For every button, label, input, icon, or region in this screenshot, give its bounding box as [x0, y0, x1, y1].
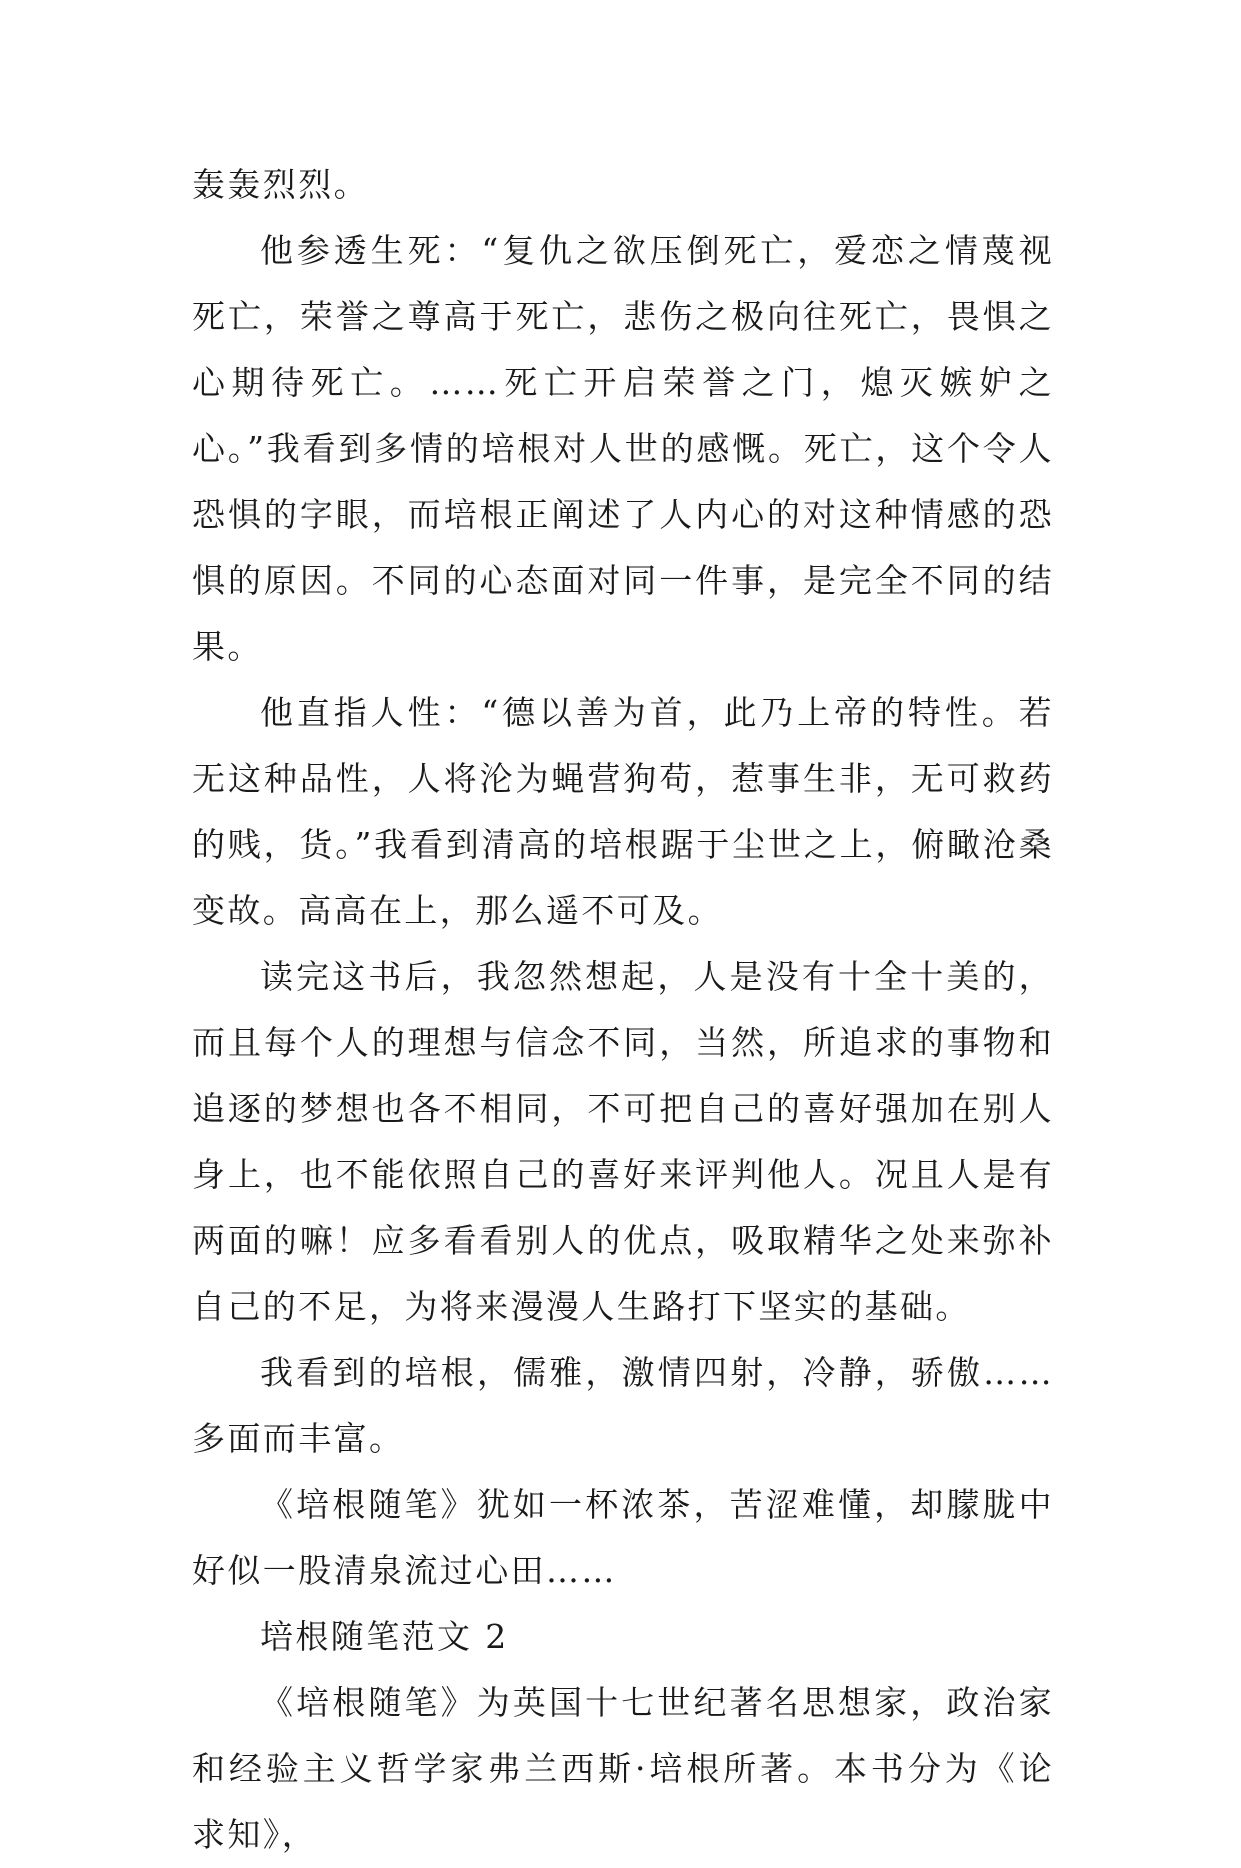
- paragraph-continuation: 轰轰烈烈。: [192, 165, 369, 204]
- paragraph-on-death: 他参透生死：“复仇之欲压倒死亡，爱恋之情蔑视死亡，荣誉之尊高于死亡，悲伤之极向往死亡，畏惧之心期待死亡。……死亡开启荣誉之门，熄灭嫉妒之心。”我看到多情的培根对人世的感慨。死亡，这个令人恐惧的字眼，而培根正阐述了人内心的对这种情感的恐惧的原因。不同的心态面对同一件事，是完全不同的结果。: [192, 231, 1054, 666]
- paragraph-summary: 我看到的培根，儒雅，激情四射，冷静，骄傲……多面而丰富。: [192, 1353, 1054, 1458]
- paragraph-reflection: 读完这书后，我忽然想起，人是没有十全十美的，而且每个人的理想与信念不同，当然，所追求的事物和追逐的梦想也各不相同，不可把自己的喜好强加在别人身上，也不能依照自己的喜好来评判他人。况且人是有两面的嘛！应多看看别人的优点，吸取精华之处来弥补自己的不足，为将来漫漫人生路打下坚实的基础。: [192, 957, 1054, 1326]
- section-heading: 培根随笔范文 2: [260, 1617, 509, 1656]
- paragraph-on-goodness: 他直指人性：“德以善为首，此乃上帝的特性。若无这种品性，人将沦为蝇营狗苟，惹事生非，无可救药的贱，货。”我看到清高的培根踞于尘世之上，俯瞰沧桑变故。高高在上，那么遥不可及。: [192, 693, 1054, 930]
- body-text: [192, 152, 1054, 1868]
- paragraph-metaphor: 《培根随笔》犹如一杯浓茶，苦涩难懂，却朦胧中好似一股清泉流过心田……: [192, 1485, 1054, 1590]
- paragraph-intro: 《培根随笔》为英国十七世纪著名思想家，政治家和经验主义哲学家弗兰西斯·培根所著。本书分为《论求知》，: [192, 1683, 1054, 1854]
